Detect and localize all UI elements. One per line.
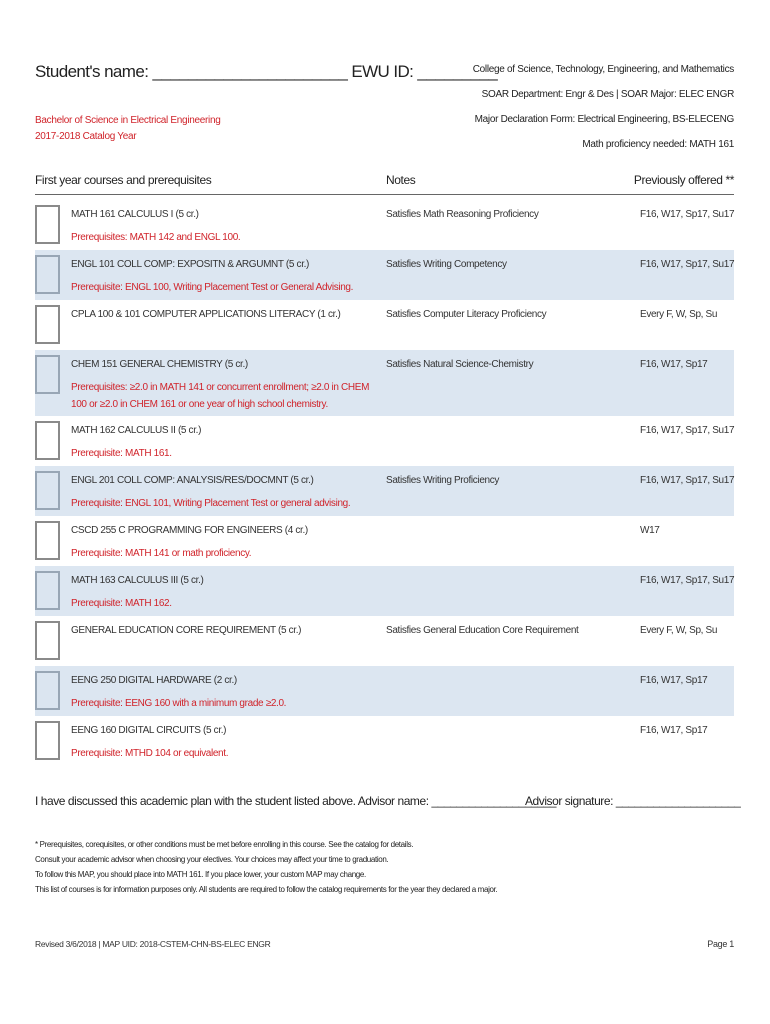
course-offered: Every F, W, Sp, Su xyxy=(640,309,718,320)
course-offered: F16, W17, Sp17, Su17 xyxy=(640,575,735,586)
completion-checkbox[interactable] xyxy=(35,721,60,760)
course-prerequisite: Prerequisites: ≥2.0 in MATH 141 or concurrent enrollment; ≥2.0 in CHEM 100 or ≥2.0 in CHEM 161 or one year of high school chemistry. xyxy=(71,382,370,410)
course-title: CHEM 151 GENERAL CHEMISTRY (5 cr.) xyxy=(71,359,248,370)
course-prerequisite: Prerequisite: MTHD 104 or equivalent. xyxy=(71,748,229,759)
footnote: To follow this MAP, you should place into MATH 161. If you place lower, your custom MAP may change. xyxy=(35,870,366,879)
header-divider xyxy=(35,194,734,195)
course-note: Satisfies Writing Proficiency xyxy=(386,475,500,486)
course-title: MATH 163 CALCULUS III (5 cr.) xyxy=(71,575,204,586)
course-row xyxy=(35,300,734,350)
course-title: CPLA 100 & 101 COMPUTER APPLICATIONS LITERACY (1 cr.) xyxy=(71,309,341,320)
column-header-courses: First year courses and prerequisites xyxy=(35,173,212,187)
course-prerequisite: Prerequisite: MATH 162. xyxy=(71,598,172,609)
course-offered: F16, W17, Sp17, Su17 xyxy=(640,209,735,220)
course-row xyxy=(35,716,734,766)
footnote: This list of courses is for information purposes only. All students are required to follow the catalog requirements for the year they declared a major. xyxy=(35,885,498,894)
course-note: Satisfies Computer Literacy Proficiency xyxy=(386,309,547,320)
major-declaration-form: Major Declaration Form: Electrical Engineering, BS-ELECENG xyxy=(474,114,734,125)
course-offered: Every F, W, Sp, Su xyxy=(640,625,718,636)
course-note: Satisfies General Education Core Requirement xyxy=(386,625,579,636)
completion-checkbox[interactable] xyxy=(35,571,60,610)
course-title: ENGL 101 COLL COMP: EXPOSITN & ARGUMNT (5 cr.) xyxy=(71,259,310,270)
course-row xyxy=(35,200,734,250)
course-prerequisite: Prerequisite: ENGL 100, Writing Placement Test or General Advising. xyxy=(71,282,354,293)
degree-title: Bachelor of Science in Electrical Engineering xyxy=(35,115,221,126)
course-title: ENGL 201 COLL COMP: ANALYSIS/RES/DOCMNT (5 cr.) xyxy=(71,475,314,486)
course-row xyxy=(35,616,734,666)
course-prerequisite: Prerequisite: EENG 160 with a minimum grade ≥2.0. xyxy=(71,698,287,709)
footnote: Consult your academic advisor when choosing your electives. Your choices may affect your time to graduation. xyxy=(35,855,389,864)
course-row xyxy=(35,566,734,616)
column-header-offered: Previously offered ** xyxy=(633,173,734,187)
column-header-notes: Notes xyxy=(386,173,416,187)
footnote: * Prerequisites, corequisites, or other conditions must be met before enrolling in this course. See the catalog for details. xyxy=(35,840,414,849)
course-offered: W17 xyxy=(640,525,660,536)
course-offered: F16, W17, Sp17 xyxy=(640,725,708,736)
course-row xyxy=(35,666,734,716)
page-number: Page 1 xyxy=(707,939,734,949)
course-row xyxy=(35,250,734,300)
advisor-name-statement: I have discussed this academic plan with the student listed above. Advisor name: ____________________ xyxy=(35,794,556,808)
course-prerequisite: Prerequisite: MATH 161. xyxy=(71,448,172,459)
course-row xyxy=(35,416,734,466)
completion-checkbox[interactable] xyxy=(35,355,60,394)
completion-checkbox[interactable] xyxy=(35,305,60,344)
course-title: CSCD 255 C PROGRAMMING FOR ENGINEERS (4 cr.) xyxy=(71,525,308,536)
course-title: MATH 162 CALCULUS II (5 cr.) xyxy=(71,425,202,436)
course-row xyxy=(35,350,734,416)
course-offered: F16, W17, Sp17 xyxy=(640,359,708,370)
revision-footer: Revised 3/6/2018 | MAP UID: 2018-CSTEM-CHN-BS-ELEC ENGR xyxy=(35,939,271,949)
completion-checkbox[interactable] xyxy=(35,471,60,510)
course-title: MATH 161 CALCULUS I (5 cr.) xyxy=(71,209,199,220)
completion-checkbox[interactable] xyxy=(35,205,60,244)
course-prerequisite: Prerequisites: MATH 142 and ENGL 100. xyxy=(71,232,241,243)
completion-checkbox[interactable] xyxy=(35,421,60,460)
course-row xyxy=(35,516,734,566)
advisor-signature-line: Advisor signature: ____________________ xyxy=(525,794,741,808)
course-title: EENG 160 DIGITAL CIRCUITS (5 cr.) xyxy=(71,725,227,736)
course-offered: F16, W17, Sp17 xyxy=(640,675,708,686)
course-prerequisite: Prerequisite: ENGL 101, Writing Placement Test or general advising. xyxy=(71,498,351,509)
course-offered: F16, W17, Sp17, Su17 xyxy=(640,259,735,270)
soar-department: SOAR Department: Engr & Des | SOAR Major: ELEC ENGR xyxy=(481,89,734,100)
college-name: College of Science, Technology, Engineering, and Mathematics xyxy=(472,64,734,75)
course-note: Satisfies Math Reasoning Proficiency xyxy=(386,209,539,220)
completion-checkbox[interactable] xyxy=(35,255,60,294)
catalog-year: 2017-2018 Catalog Year xyxy=(35,131,137,142)
completion-checkbox[interactable] xyxy=(35,621,60,660)
completion-checkbox[interactable] xyxy=(35,671,60,710)
course-offered: F16, W17, Sp17, Su17 xyxy=(640,475,735,486)
completion-checkbox[interactable] xyxy=(35,521,60,560)
course-title: EENG 250 DIGITAL HARDWARE (2 cr.) xyxy=(71,675,237,686)
math-proficiency: Math proficiency needed: MATH 161 xyxy=(582,139,734,150)
course-note: Satisfies Writing Competency xyxy=(386,259,507,270)
student-name-id-line: Student's name: ______________________ EWU ID: _________ xyxy=(35,62,498,81)
course-row xyxy=(35,466,734,516)
course-title: GENERAL EDUCATION CORE REQUIREMENT (5 cr.) xyxy=(71,625,302,636)
course-offered: F16, W17, Sp17, Su17 xyxy=(640,425,735,436)
course-prerequisite: Prerequisite: MATH 141 or math proficiency. xyxy=(71,548,252,559)
course-note: Satisfies Natural Science-Chemistry xyxy=(386,359,534,370)
